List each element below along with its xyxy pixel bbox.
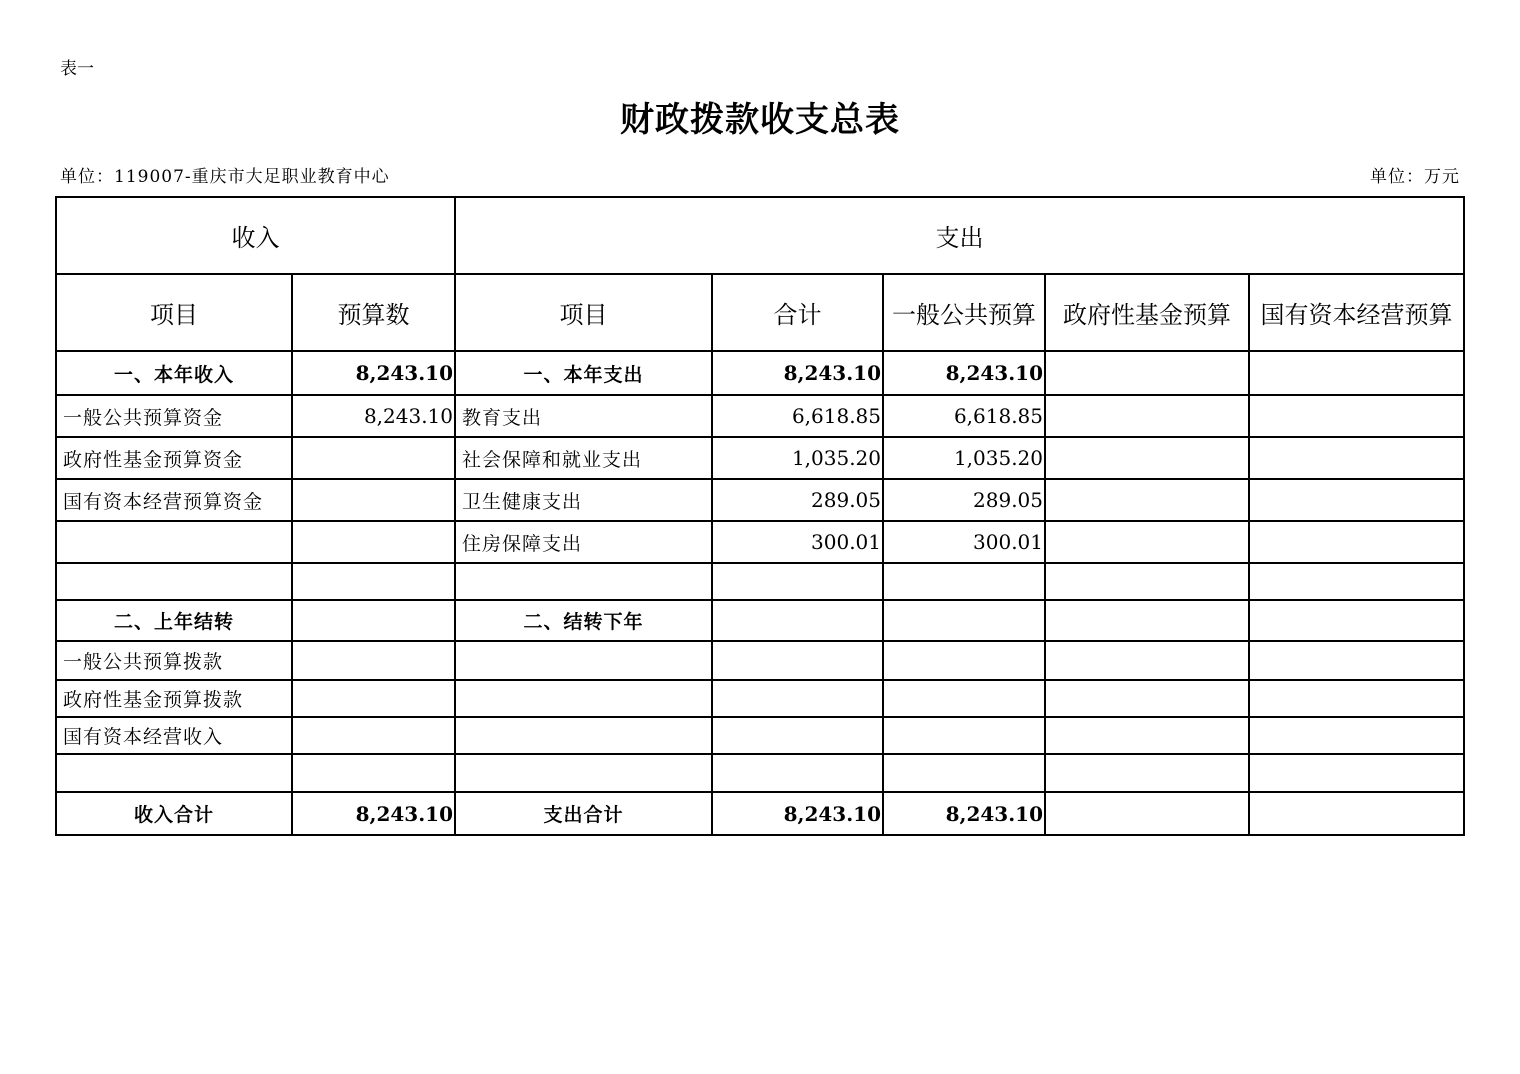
general-public-cell: 8,243.10 <box>883 792 1045 835</box>
table-number: 表一 <box>60 59 94 79</box>
income-item-cell: 二、上年结转 <box>56 600 292 641</box>
state-capital-cell <box>1249 641 1464 680</box>
state-capital-cell <box>1249 754 1464 792</box>
income-budget-cell <box>292 641 455 680</box>
exp-item-cell: 支出合计 <box>455 792 712 835</box>
state-capital-cell <box>1249 351 1464 395</box>
exp-item-cell: 卫生健康支出 <box>455 479 712 521</box>
income-item-cell: 一般公共预算资金 <box>56 395 292 437</box>
unit-currency: 单位：万元 <box>1370 167 1460 187</box>
col-exp-item: 项目 <box>455 274 712 351</box>
exp-item-cell <box>455 563 712 600</box>
income-budget-cell <box>292 437 455 479</box>
total-cell: 8,243.10 <box>712 351 883 395</box>
income-item-cell: 国有资本经营预算资金 <box>56 479 292 521</box>
income-budget-cell <box>292 754 455 792</box>
total-cell: 289.05 <box>712 479 883 521</box>
exp-item-cell: 社会保障和就业支出 <box>455 437 712 479</box>
table-row <box>56 351 1464 395</box>
section-header-row <box>56 197 1464 274</box>
state-capital-cell <box>1249 563 1464 600</box>
state-capital-cell <box>1249 395 1464 437</box>
income-item-cell: 国有资本经营收入 <box>56 717 292 754</box>
total-cell <box>712 754 883 792</box>
table-row <box>56 641 1464 680</box>
table-row <box>56 754 1464 792</box>
general-public-cell <box>883 600 1045 641</box>
gov-fund-cell <box>1045 351 1249 395</box>
table-row <box>56 600 1464 641</box>
general-public-cell: 1,035.20 <box>883 437 1045 479</box>
exp-item-cell <box>455 717 712 754</box>
income-item-cell <box>56 563 292 600</box>
exp-item-cell <box>455 680 712 717</box>
state-capital-cell <box>1249 521 1464 563</box>
exp-item-cell: 教育支出 <box>455 395 712 437</box>
income-budget-cell: 8,243.10 <box>292 351 455 395</box>
total-cell: 6,618.85 <box>712 395 883 437</box>
gov-fund-cell <box>1045 395 1249 437</box>
total-cell: 8,243.10 <box>712 792 883 835</box>
state-capital-cell <box>1249 680 1464 717</box>
col-general-public: 一般公共预算 <box>883 274 1045 351</box>
gov-fund-cell <box>1045 754 1249 792</box>
income-item-cell: 收入合计 <box>56 792 292 835</box>
general-public-cell <box>883 563 1045 600</box>
exp-item-cell: 二、结转下年 <box>455 600 712 641</box>
gov-fund-cell <box>1045 641 1249 680</box>
table-row <box>56 395 1464 437</box>
table-row <box>56 792 1464 835</box>
general-public-cell <box>883 641 1045 680</box>
general-public-cell <box>883 717 1045 754</box>
general-public-cell: 8,243.10 <box>883 351 1045 395</box>
gov-fund-cell <box>1045 717 1249 754</box>
gov-fund-cell <box>1045 563 1249 600</box>
table-row <box>56 680 1464 717</box>
state-capital-cell <box>1249 437 1464 479</box>
total-cell: 1,035.20 <box>712 437 883 479</box>
total-cell <box>712 641 883 680</box>
total-cell: 300.01 <box>712 521 883 563</box>
gov-fund-cell <box>1045 479 1249 521</box>
income-budget-cell <box>292 479 455 521</box>
total-cell <box>712 600 883 641</box>
total-cell <box>712 563 883 600</box>
expenditure-section-header: 支出 <box>455 197 1464 274</box>
gov-fund-cell <box>1045 521 1249 563</box>
table-row <box>56 563 1464 600</box>
income-budget-cell <box>292 717 455 754</box>
income-item-cell: 政府性基金预算资金 <box>56 437 292 479</box>
total-cell <box>712 717 883 754</box>
state-capital-cell <box>1249 792 1464 835</box>
income-item-cell <box>56 521 292 563</box>
gov-fund-cell <box>1045 437 1249 479</box>
exp-item-cell: 一、本年支出 <box>455 351 712 395</box>
exp-item-cell <box>455 641 712 680</box>
general-public-cell: 289.05 <box>883 479 1045 521</box>
general-public-cell: 6,618.85 <box>883 395 1045 437</box>
column-header-row <box>56 274 1464 351</box>
income-budget-cell: 8,243.10 <box>292 395 455 437</box>
exp-item-cell <box>455 754 712 792</box>
unit-organization: 单位：119007-重庆市大足职业教育中心 <box>60 167 390 187</box>
col-state-capital: 国有资本经营预算 <box>1249 274 1464 351</box>
table-row <box>56 717 1464 754</box>
income-budget-cell <box>292 680 455 717</box>
total-cell <box>712 680 883 717</box>
income-item-cell: 政府性基金预算拨款 <box>56 680 292 717</box>
state-capital-cell <box>1249 479 1464 521</box>
state-capital-cell <box>1249 717 1464 754</box>
table-row <box>56 437 1464 479</box>
income-budget-cell: 8,243.10 <box>292 792 455 835</box>
state-capital-cell <box>1249 600 1464 641</box>
income-item-cell <box>56 754 292 792</box>
col-income-item: 项目 <box>56 274 292 351</box>
gov-fund-cell <box>1045 680 1249 717</box>
income-item-cell: 一般公共预算拨款 <box>56 641 292 680</box>
gov-fund-cell <box>1045 792 1249 835</box>
page-title: 财政拨款收支总表 <box>620 100 900 140</box>
income-section-header: 收入 <box>56 197 455 274</box>
col-gov-fund: 政府性基金预算 <box>1045 274 1249 351</box>
general-public-cell: 300.01 <box>883 521 1045 563</box>
col-income-budget: 预算数 <box>292 274 455 351</box>
income-item-cell: 一、本年收入 <box>56 351 292 395</box>
table-row <box>56 479 1464 521</box>
general-public-cell <box>883 680 1045 717</box>
table-row <box>56 521 1464 563</box>
income-budget-cell <box>292 563 455 600</box>
income-budget-cell <box>292 521 455 563</box>
col-total: 合计 <box>712 274 883 351</box>
general-public-cell <box>883 754 1045 792</box>
income-budget-cell <box>292 600 455 641</box>
gov-fund-cell <box>1045 600 1249 641</box>
financial-summary-table <box>55 196 1465 836</box>
exp-item-cell: 住房保障支出 <box>455 521 712 563</box>
